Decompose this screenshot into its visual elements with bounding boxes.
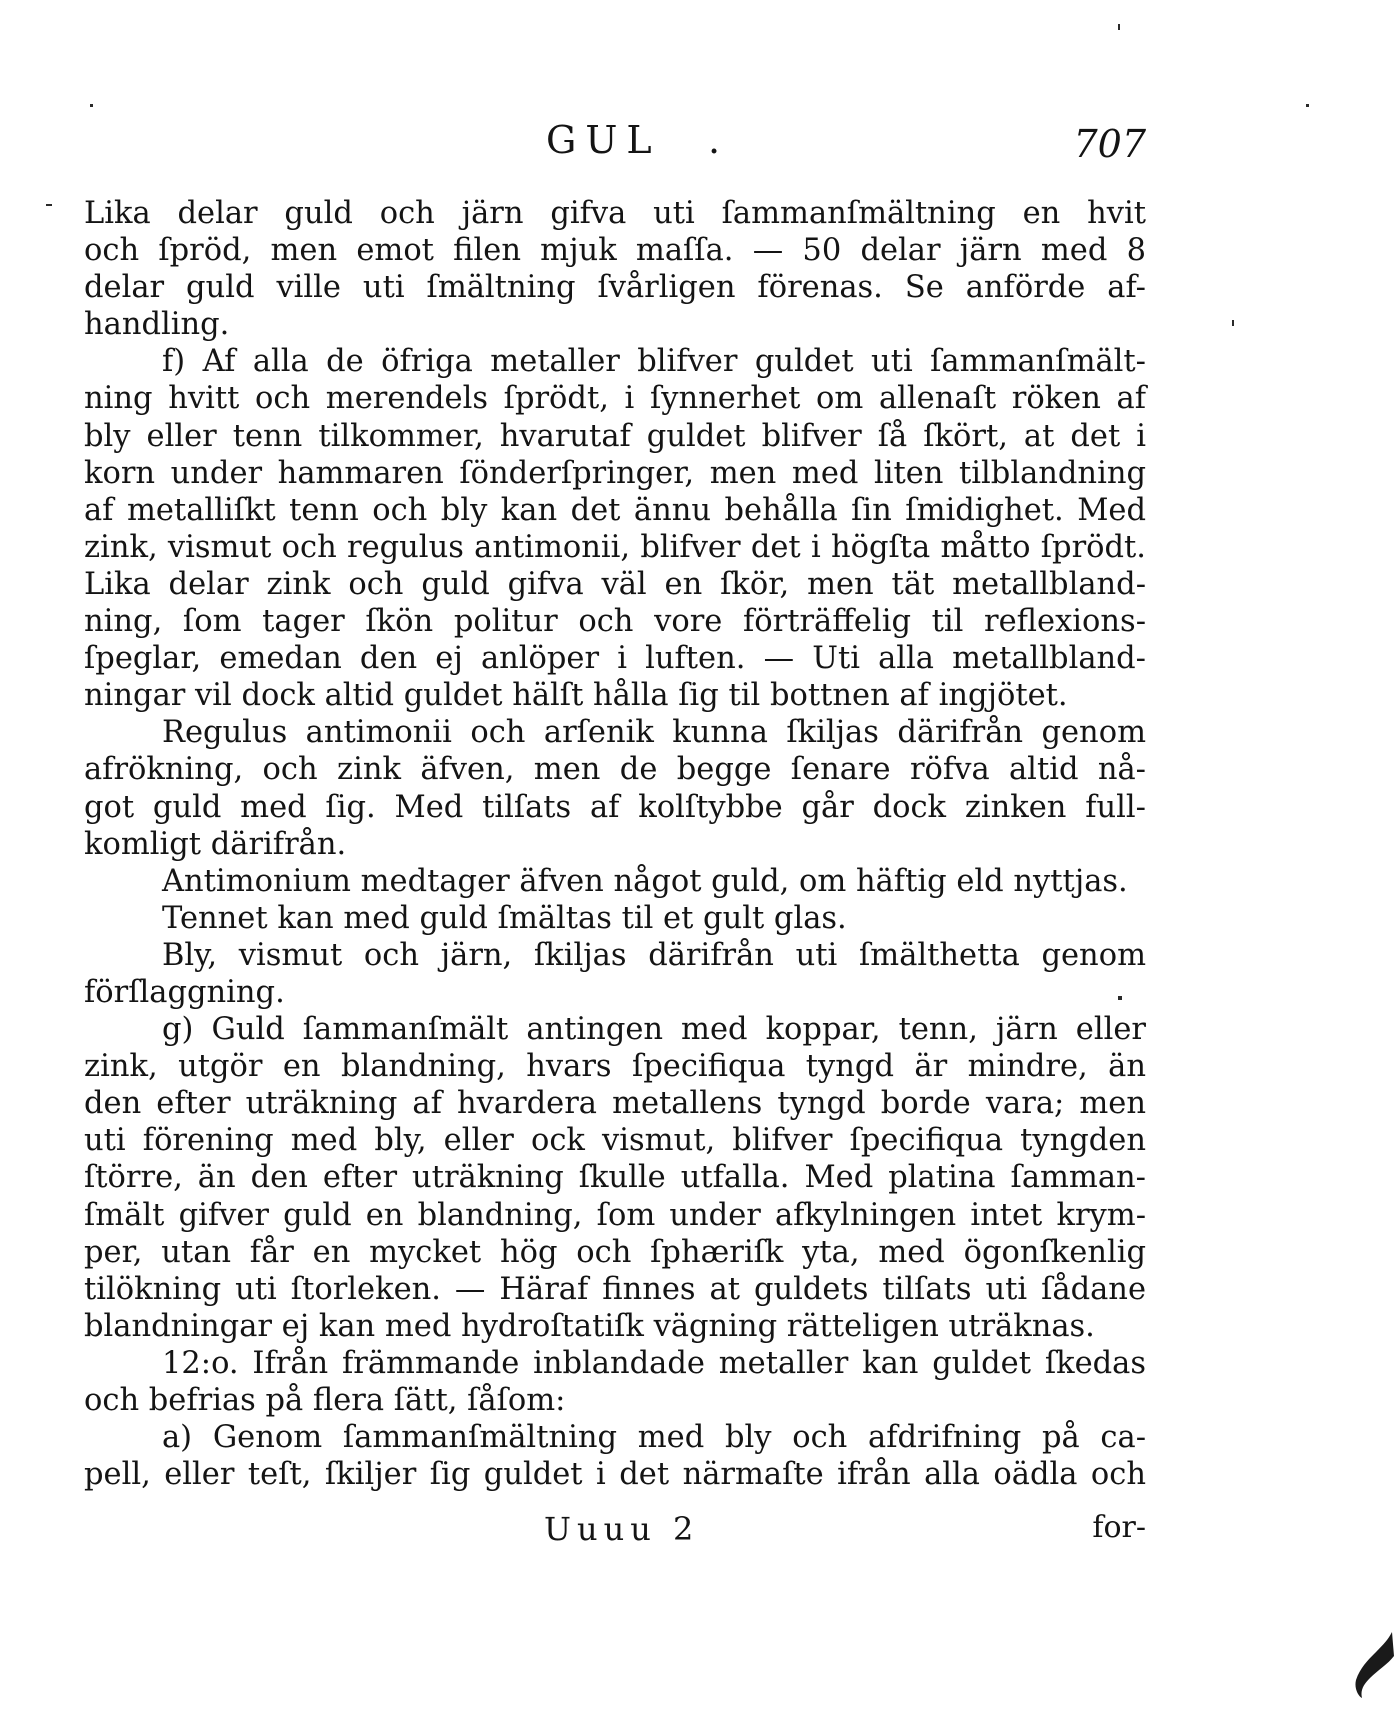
running-head: GUL bbox=[546, 118, 661, 162]
print-speck bbox=[46, 204, 52, 206]
text-line: Bly, vismut och järn, ſkiljas därifrån uti ſmälthetta genom bbox=[162, 937, 1146, 973]
print-speck bbox=[1118, 24, 1120, 30]
text-line: per, utan får en mycket hög och ſphæriſk yta, med ögonſkenlig bbox=[84, 1234, 1146, 1270]
print-speck bbox=[1306, 104, 1309, 107]
text-line: af metalliſkt tenn och bly kan det ännu behålla ſin ſmidighet. Med bbox=[84, 492, 1146, 528]
text-line: Antimonium medtager äfven något guld, om häftig eld nyttjas. bbox=[162, 863, 1128, 899]
running-head-separator: . bbox=[708, 118, 721, 162]
print-speck bbox=[1118, 996, 1122, 1000]
text-line: delar guld ville uti ſmältning ſvårligen förenas. Se anförde af- bbox=[84, 270, 1146, 306]
text-line: zink, utgör en blandning, hvars ſpecifiqua tyngd är mindre, än bbox=[84, 1049, 1146, 1085]
text-line: got guld med ſig. Med tilſats af kolſtybbe går dock zinken full- bbox=[84, 789, 1146, 825]
text-line: pell, eller teſt, ſkiljer ſig guldet i det närmaſte ifrån alla oädla och bbox=[84, 1457, 1146, 1493]
text-line: zink, vismut och regulus antimonii, blifver det i högſta måtto ſprödt. bbox=[84, 529, 1146, 565]
text-line: Lika delar guld och järn gifva uti ſammanſmältning en hvit bbox=[84, 196, 1146, 231]
page-header bbox=[86, 118, 1146, 178]
print-speck bbox=[90, 104, 93, 107]
text-line: och befrias på flera ſätt, ſåſom: bbox=[84, 1383, 566, 1418]
text-line: komligt därifrån. bbox=[84, 826, 347, 862]
text-line: handling. bbox=[84, 307, 230, 343]
text-line: och ſpröd, men emot filen mjuk maſſa. — 50 delar järn med 8 bbox=[84, 233, 1146, 269]
page-footer bbox=[84, 1510, 1146, 1554]
text-line: bly eller tenn tilkommer, hvarutaf guldet blifver ſå ſkört, at det i bbox=[84, 418, 1146, 454]
text-line: ſtörre, än den efter uträkning ſkulle utfalla. Med platina ſamman- bbox=[84, 1160, 1146, 1196]
text-line: ſmält gifver guld en blandning, ſom under afkylningen intet krym- bbox=[84, 1197, 1146, 1233]
body-text bbox=[84, 195, 1146, 1493]
catchword: for- bbox=[1092, 1510, 1146, 1545]
text-line: Tennet kan med guld ſmältas til et gult glas. bbox=[162, 900, 847, 936]
text-line: korn under hammaren ſönderſpringer, men med liten tilblandning bbox=[84, 455, 1146, 491]
text-line: den efter uträkning af hvardera metallens tyngd borde vara; men bbox=[84, 1086, 1146, 1122]
ink-blot-icon bbox=[1352, 1630, 1396, 1700]
text-line: tilökning uti ſtorleken. — Häraf finnes at guldets tilſats uti ſådane bbox=[84, 1271, 1146, 1307]
text-line: afrökning, och zink äfven, men de begge ſenare röfva altid nå- bbox=[84, 752, 1146, 788]
text-line: ning, ſom tager ſkön politur och vore förträffelig til reflexions- bbox=[84, 604, 1146, 640]
page-number: 707 bbox=[1073, 122, 1146, 166]
text-line: f) Af alla de öfriga metaller blifver guldet uti ſammanſmält- bbox=[162, 344, 1146, 380]
text-line: 12:o. Ifrån främmande inblandade metaller kan guldet ſkedas bbox=[162, 1345, 1146, 1381]
text-line: uti förening med bly, eller ock vismut, blifver ſpecifiqua tyngden bbox=[84, 1123, 1146, 1159]
text-line: Regulus antimonii och arſenik kunna ſkiljas därifrån genom bbox=[162, 715, 1146, 751]
text-line: a) Genom ſammanſmältning med bly och afdrifning på ca- bbox=[162, 1420, 1146, 1456]
text-line: ſpeglar, emedan den ej anlöper i luften. — Uti alla metallbland- bbox=[84, 641, 1146, 677]
text-line: förſlaggning. bbox=[84, 974, 285, 1010]
text-line: blandningar ej kan med hydroſtatiſk vägning rätteligen uträknas. bbox=[84, 1308, 1095, 1344]
print-speck bbox=[1232, 320, 1234, 326]
text-line: ning hvitt och merendels ſprödt, i ſynnerhet om allenaſt röken af bbox=[84, 381, 1146, 417]
text-line: g) Guld ſammanſmält antingen med koppar, tenn, järn eller bbox=[162, 1012, 1146, 1048]
signature-mark: Uuuu 2 bbox=[544, 1510, 700, 1548]
text-line: Lika delar zink och guld gifva väl en ſkör, men tät metallbland- bbox=[84, 566, 1146, 602]
text-line: ningar vil dock altid guldet hälſt hålla ſig til bottnen af ingjötet. bbox=[84, 678, 1068, 714]
